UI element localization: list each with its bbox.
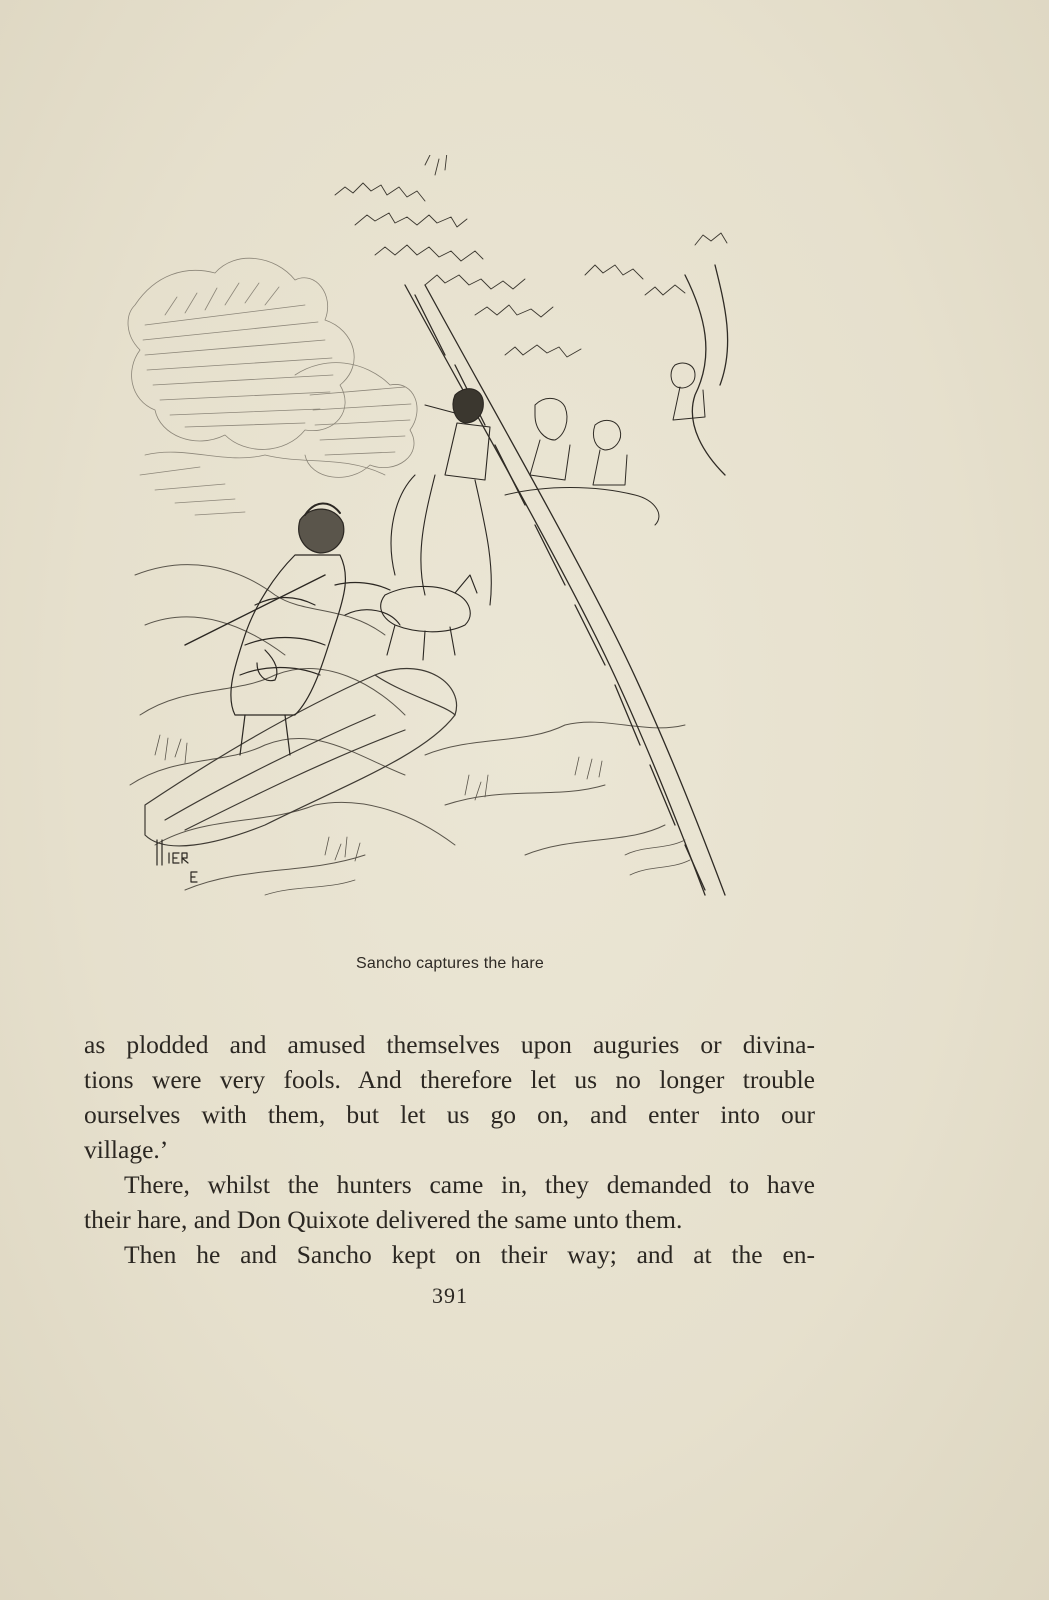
- foreground-grass: [155, 735, 690, 895]
- sancho-hare-engraving: [125, 155, 765, 935]
- left-foliage: [128, 258, 417, 515]
- text-line: ourselves with them, but let us go on, and enter into our: [84, 1100, 815, 1129]
- page-number: 391: [432, 1283, 468, 1308]
- central-figure: [391, 389, 491, 605]
- hunters-on-horseback: [505, 363, 705, 525]
- fallen-log: [145, 669, 457, 846]
- text-line: their hare, and Don Quixote delivered the same unto them.: [84, 1205, 683, 1234]
- text-line: Then he and Sancho kept on their way; and at the en-: [124, 1240, 815, 1269]
- text-line: as plodded and amused themselves upon auguries or divina-: [84, 1030, 815, 1059]
- paragraph: [84, 1167, 815, 1237]
- text-line: tions were very fools. And therefore let us no longer trouble: [84, 1065, 815, 1094]
- paragraph: [84, 1027, 815, 1167]
- sancho-figure: [185, 503, 390, 755]
- body-text: [84, 1027, 815, 1272]
- text-line: There, whilst the hunters came in, they demanded to have: [124, 1170, 815, 1199]
- engraving-illustration: [125, 155, 765, 935]
- illustration-caption: Sancho captures the hare: [355, 955, 545, 972]
- paragraph: [84, 1237, 815, 1272]
- text-line: village.’: [84, 1135, 169, 1164]
- hare-and-dogs: [345, 575, 477, 660]
- diagonal-tree-trunk: [405, 265, 728, 895]
- tree-canopy: [335, 155, 727, 357]
